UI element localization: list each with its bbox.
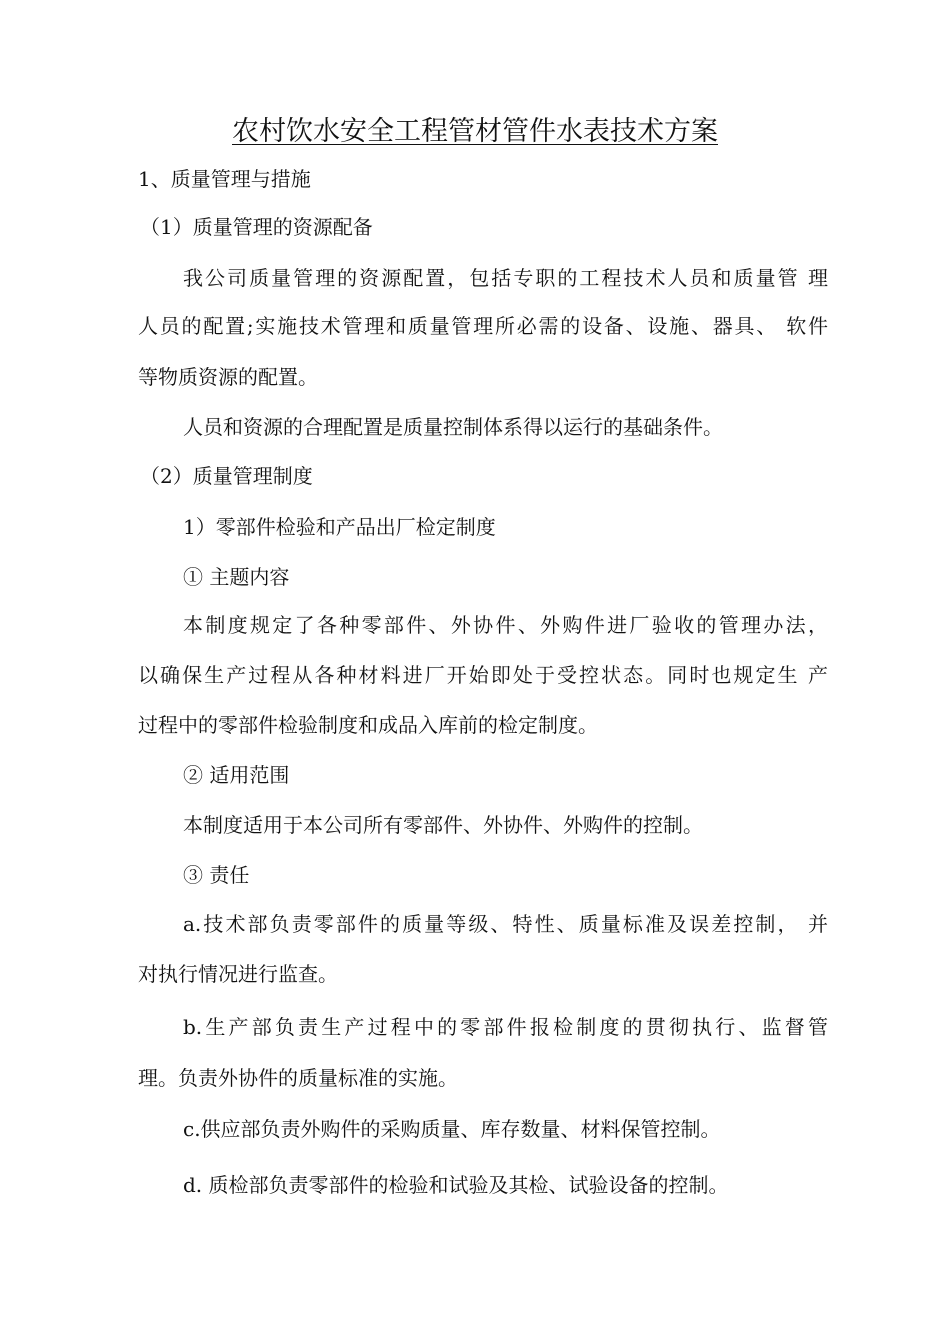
subsection-heading-2: （2）质量管理制度 [140, 464, 313, 488]
item-subheading: ① 主题内容 [183, 565, 290, 589]
item-subheading: ② 适用范围 [183, 763, 290, 787]
item-subheading: ③ 责任 [183, 863, 250, 887]
item-heading: 1）零部件检验和产品出厂检定制度 [183, 515, 496, 539]
paragraph-line: 对执行情况进行监查。 [138, 962, 338, 986]
paragraph-line: 以确保生产过程从各种材料进厂开始即处于受控状态。同时也规定生 产 [138, 663, 828, 687]
paragraph-line: 人员的配置;实施技术管理和质量管理所必需的设备、设施、器具、 软件 [138, 314, 828, 338]
paragraph-line: 本制度适用于本公司所有零部件、外协件、外购件的控制。 [183, 813, 703, 837]
paragraph-line: a.技术部负责零部件的质量等级、特性、质量标准及误差控制， 并 [183, 912, 828, 936]
subsection-heading-1: （1）质量管理的资源配备 [140, 215, 373, 239]
paragraph-line: 过程中的零部件检验制度和成品入库前的检定制度。 [138, 713, 598, 737]
paragraph-line: d. 质检部负责零部件的检验和试验及其检、试验设备的控制。 [183, 1173, 729, 1197]
paragraph-line: 我公司质量管理的资源配置，包括专职的工程技术人员和质量管 理 [183, 266, 828, 290]
paragraph-line: 等物质资源的配置。 [138, 365, 318, 389]
section-heading-1: 1、质量管理与措施 [138, 167, 311, 191]
paragraph-line: 本制度规定了各种零部件、外协件、外购件进厂验收的管理办法， [183, 613, 828, 637]
paragraph-line: 理。负责外协件的质量标准的实施。 [138, 1066, 458, 1090]
paragraph-line: b.生产部负责生产过程中的零部件报检制度的贯彻执行、监督管 [183, 1015, 828, 1039]
paragraph-line: c.供应部负责外购件的采购质量、库存数量、材料保管控制。 [183, 1117, 721, 1141]
paragraph-line: 人员和资源的合理配置是质量控制体系得以运行的基础条件。 [183, 415, 723, 439]
document-title-text: 农村饮水安全工程管材管件水表技术方案 [232, 116, 718, 147]
document-title [0, 112, 950, 152]
